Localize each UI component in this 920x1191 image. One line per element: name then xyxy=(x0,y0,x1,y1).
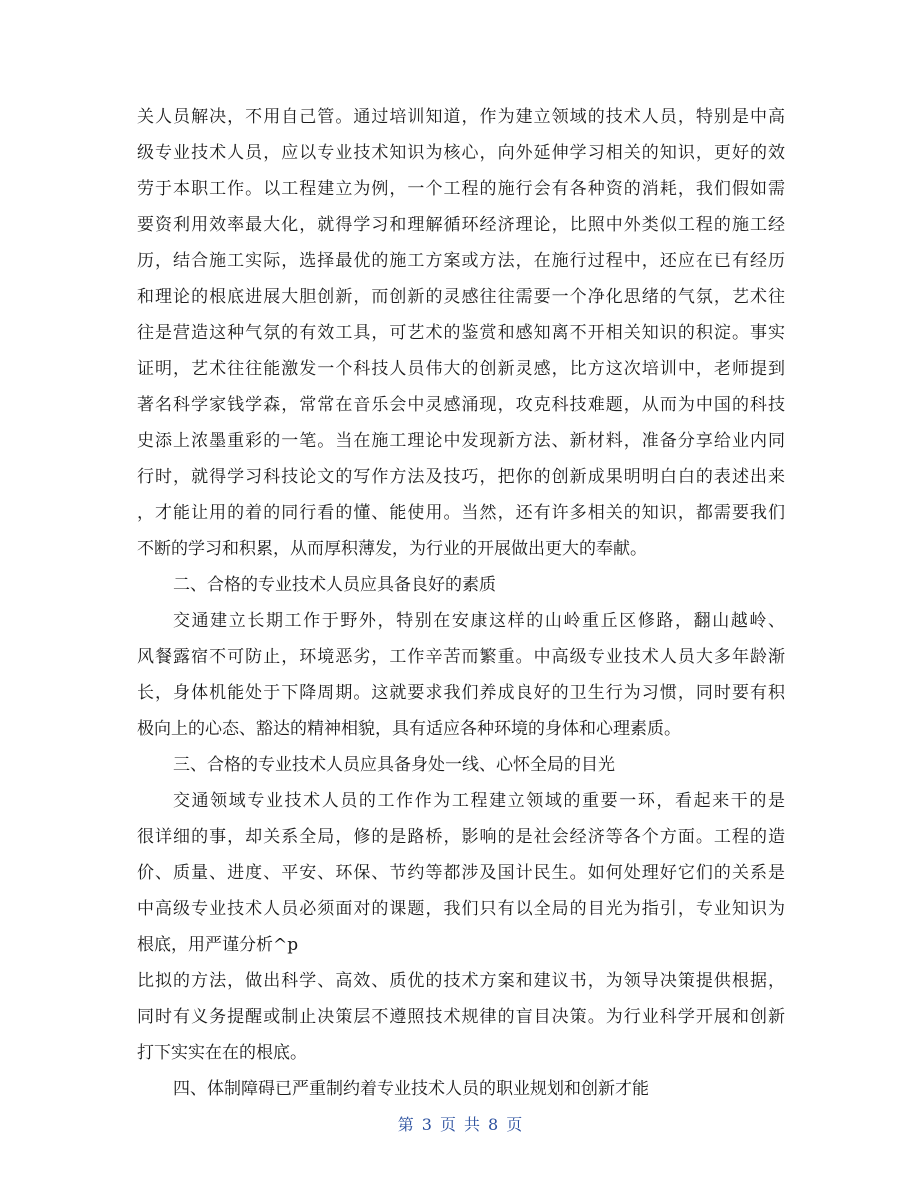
text-line: 打下实实在在的根底。 xyxy=(137,1043,307,1063)
footer-total-pages: 8 xyxy=(488,1115,499,1134)
text-line: 级专业技术人员，应以专业技术知识为核心，向外延伸学习相关的知识，更好的效 xyxy=(137,143,785,163)
text-line: 历，结合施工实际，选择最优的施工方案或方法，在施行过程中，还应在已有经历 xyxy=(137,251,785,271)
text-line: 根底，用严谨分析^p xyxy=(137,935,299,955)
text-line: 证明，艺术往往能激发一个科技人员伟大的创新灵感，比方这次培训中，老师提到 xyxy=(137,359,785,379)
text-line: 和理论的根底进展大胆创新，而创新的灵感往往需要一个净化思绪的气氛，艺术往 xyxy=(137,287,785,307)
text-line: 劳于本职工作。以工程建立为例，一个工程的施行会有各种资的消耗，我们假如需 xyxy=(137,179,785,199)
text-line: 二、合格的专业技术人员应具备良好的素质 xyxy=(173,575,496,595)
text-line: 很详细的事，却关系全局，修的是路桥，影响的是社会经济等各个方面。工程的造 xyxy=(137,827,785,847)
text-line: 史添上浓墨重彩的一笔。当在施工理论中发现新方法、新材料，准备分享给业内同 xyxy=(137,431,785,451)
text-line: 比拟的方法，做出科学、高效、质优的技术方案和建议书，为领导决策提供根据， xyxy=(137,971,785,991)
text-line: 关人员解决，不用自己管。通过培训知道，作为建立领域的技术人员，特别是中高 xyxy=(137,107,785,127)
text-line: 风餐露宿不可防止，环境恶劣，工作辛苦而繁重。中高级专业技术人员大多年龄渐 xyxy=(137,647,785,667)
text-line: 要资利用效率最大化，就得学习和理解循环经济理论，比照中外类似工程的施工经 xyxy=(137,215,785,235)
footer-current-page: 3 xyxy=(421,1115,432,1134)
text-line: 极向上的心态、豁达的精神相貌，具有适应各种环境的身体和心理素质。 xyxy=(137,719,681,739)
text-line: 不断的学习和积累，从而厚积薄发，为行业的开展做出更大的奉献。 xyxy=(137,539,647,559)
text-line: 交通领域专业技术人员的工作作为工程建立领域的重要一环，看起来干的是 xyxy=(173,791,785,811)
text-line: 三、合格的专业技术人员应具备身处一线、心怀全局的目光 xyxy=(173,755,615,775)
footer-page-end-label: 页 xyxy=(506,1115,523,1134)
footer-prefix: 第 xyxy=(397,1115,414,1134)
text-line: 交通建立长期工作于野外，特别在安康这样的山岭重丘区修路，翻山越岭、 xyxy=(173,611,785,631)
text-line: ，才能让用的着的同行看的懂、能使用。当然，还有许多相关的知识，都需要我们 xyxy=(137,503,785,523)
text-line: 长，身体机能处于下降周期。这就要求我们养成良好的卫生行为习惯，同时要有积 xyxy=(137,683,785,703)
footer-page-label: 页 xyxy=(439,1115,456,1134)
text-line: 四、体制障碍已严重制约着专业技术人员的职业规划和创新才能 xyxy=(173,1079,649,1099)
document-body xyxy=(137,99,785,1107)
text-line: 行时，就得学习科技论文的写作方法及技巧，把你的创新成果明明白白的表述出来 xyxy=(137,467,785,487)
page-footer xyxy=(0,1112,920,1135)
text-line: 同时有义务提醒或制止决策层不遵照技术规律的盲目决策。为行业科学开展和创新 xyxy=(137,1007,785,1027)
text-line: 中高级专业技术人员必须面对的课题，我们只有以全局的目光为指引，专业知识为 xyxy=(137,899,785,919)
text-line: 价、质量、进度、平安、环保、节约等都涉及国计民生。如何处理好它们的关系是 xyxy=(137,863,785,883)
text-line: 著名科学家钱学森，常常在音乐会中灵感涌现，攻克科技难题，从而为中国的科技 xyxy=(137,395,785,415)
text-line: 往是营造这种气氛的有效工具，可艺术的鉴赏和感知离不开相关知识的积淀。事实 xyxy=(137,323,785,343)
footer-total-label: 共 xyxy=(464,1115,481,1134)
